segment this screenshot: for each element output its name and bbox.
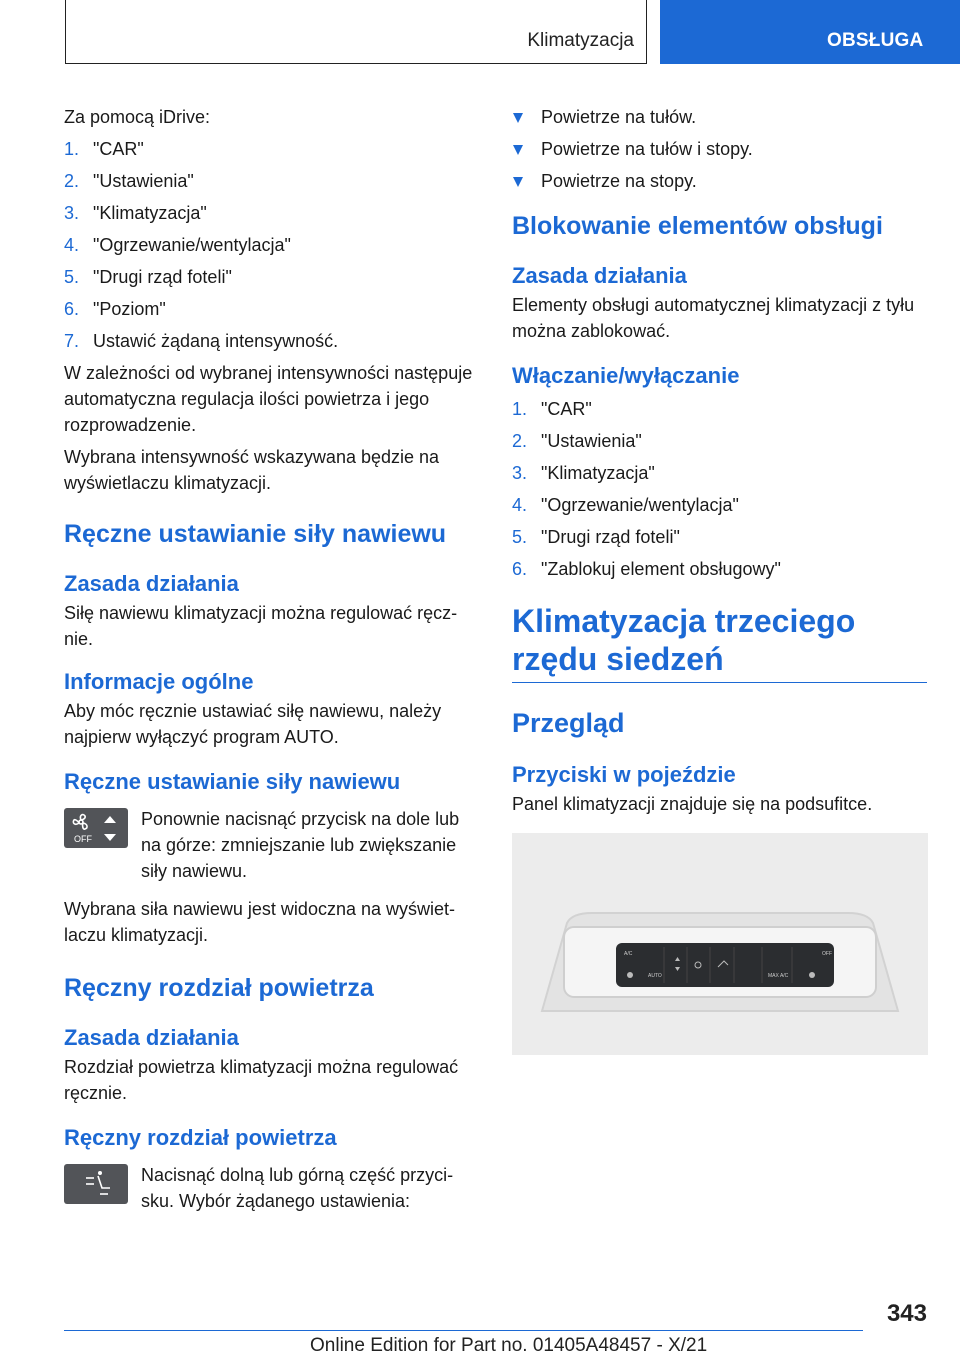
heading-air-distribution-sub: Ręczny rozdział powietrza [64,1125,337,1150]
step-item: 3. "Klimatyzacja" [64,203,207,223]
svg-text:A/C: A/C [624,951,633,957]
page-number: 343 [886,1300,927,1327]
heading-manual-fan-sub: Ręczne ustawianie siły nawiewu [64,769,401,794]
heading-air-distribution: Ręczny rozdział powietrza [64,974,374,1002]
paragraph: W zależności od wybranej intensywności następuje automatyczna regulacja ilości powietrza i jego rozprowadzenie. [64,363,473,435]
step-item: 2. "Ustawienia" [64,171,194,191]
step-item: 6. "Zablokuj element obsługowy" [512,559,781,579]
footer-rule [64,1330,863,1331]
intro-text: Za pomocą iDrive: [64,107,211,127]
section-tab [660,0,960,64]
triangle-bullet-icon [513,113,523,123]
list-item: Powietrze na tułów. [512,104,927,130]
svg-text:AUTO: AUTO [648,973,662,979]
heading-lock-controls: Blokowanie elementów obsługi [512,212,883,240]
heading-principle: Zasada działania [512,263,687,288]
paragraph: Wybrana siła nawiewu jest widoczna na wyświetlaczu klimatyzacji. [64,899,456,945]
step-item: 4. "Ogrzewanie/wentylacja" [512,495,739,515]
right-column [512,104,927,1055]
step-item: 1. "CAR" [512,399,592,419]
paragraph: Siłę nawiewu klimatyzacji można regulować ręcznie. [64,603,458,649]
fan-speed-button-icon [64,808,128,848]
air-distribution-button-icon [64,1164,128,1204]
section-title: OBSŁUGA [827,30,924,51]
step-item: 1. "CAR" [64,139,144,159]
step-item: 7. Ustawić żądaną intensywność. [64,331,339,351]
heading-principle: Zasada działania [64,1025,239,1050]
step-item: 3. "Klimatyzacja" [512,463,655,483]
list-item: Powietrze na tułów i stopy. [512,136,927,162]
left-column [64,104,479,1214]
step-item: 4. "Ogrzewanie/wentylacja" [64,235,291,255]
svg-text:OFF: OFF [74,834,92,844]
fan-button-row [64,806,479,884]
heading-on-off: Włączanie/wyłączanie [512,363,740,388]
paragraph: Nacisnąć dolną lub górną część przycisku. Wybór żądanego ustawienia: [141,1165,454,1211]
heading-third-row-climate: Klimatyzacja trzeciego rzędu siedzeń [512,603,856,677]
header-chapter-box [65,0,647,64]
climate-panel-photo [512,833,928,1055]
air-options-list [512,104,927,194]
heading-rule [512,682,927,683]
triangle-bullet-icon [513,145,523,155]
svg-text:OFF: OFF [822,951,832,957]
paragraph: Elementy obsługi automatycznej klimatyzacji z tyłu można zablokować. [512,295,915,341]
chapter-title: Klimatyzacja [527,30,634,51]
heading-principle: Zasada działania [64,571,239,596]
paragraph: Panel klimatyzacji znajduje się na podsufitce. [512,794,873,814]
idrive-steps [64,136,479,354]
step-item: 6. "Poziom" [64,299,166,319]
edition-footer: Online Edition for Part no. 01405A48457 - X/21 [310,1335,708,1356]
heading-general: Informacje ogólne [64,669,254,694]
paragraph: Ponownie nacisnąć przycisk na dole lub na górze: zmniejszanie lub zwiększanie siły nawiewu. [141,809,460,881]
paragraph: Rozdział powietrza klimatyzacji można regulować ręcznie. [64,1057,459,1103]
air-button-row [64,1162,479,1214]
paragraph: Wybrana intensywność wskazywana będzie na wyświetlaczu klimatyzacji. [64,447,440,493]
paragraph: Aby móc ręcznie ustawiać siłę nawiewu, należy najpierw wyłączyć program AUTO. [64,701,442,747]
step-item: 5. "Drugi rząd foteli" [64,267,232,287]
step-item: 5. "Drugi rząd foteli" [512,527,680,547]
heading-overview: Przegląd [512,708,625,738]
heading-buttons-in-vehicle: Przyciski w pojeździe [512,762,736,787]
svg-text:MAX A/C: MAX A/C [768,973,789,979]
list-item: Powietrze na stopy. [512,168,927,194]
lock-steps [512,396,927,582]
step-item: 2. "Ustawienia" [512,431,642,451]
triangle-bullet-icon [513,177,523,187]
heading-manual-fan: Ręczne ustawianie siły nawiewu [64,520,447,548]
